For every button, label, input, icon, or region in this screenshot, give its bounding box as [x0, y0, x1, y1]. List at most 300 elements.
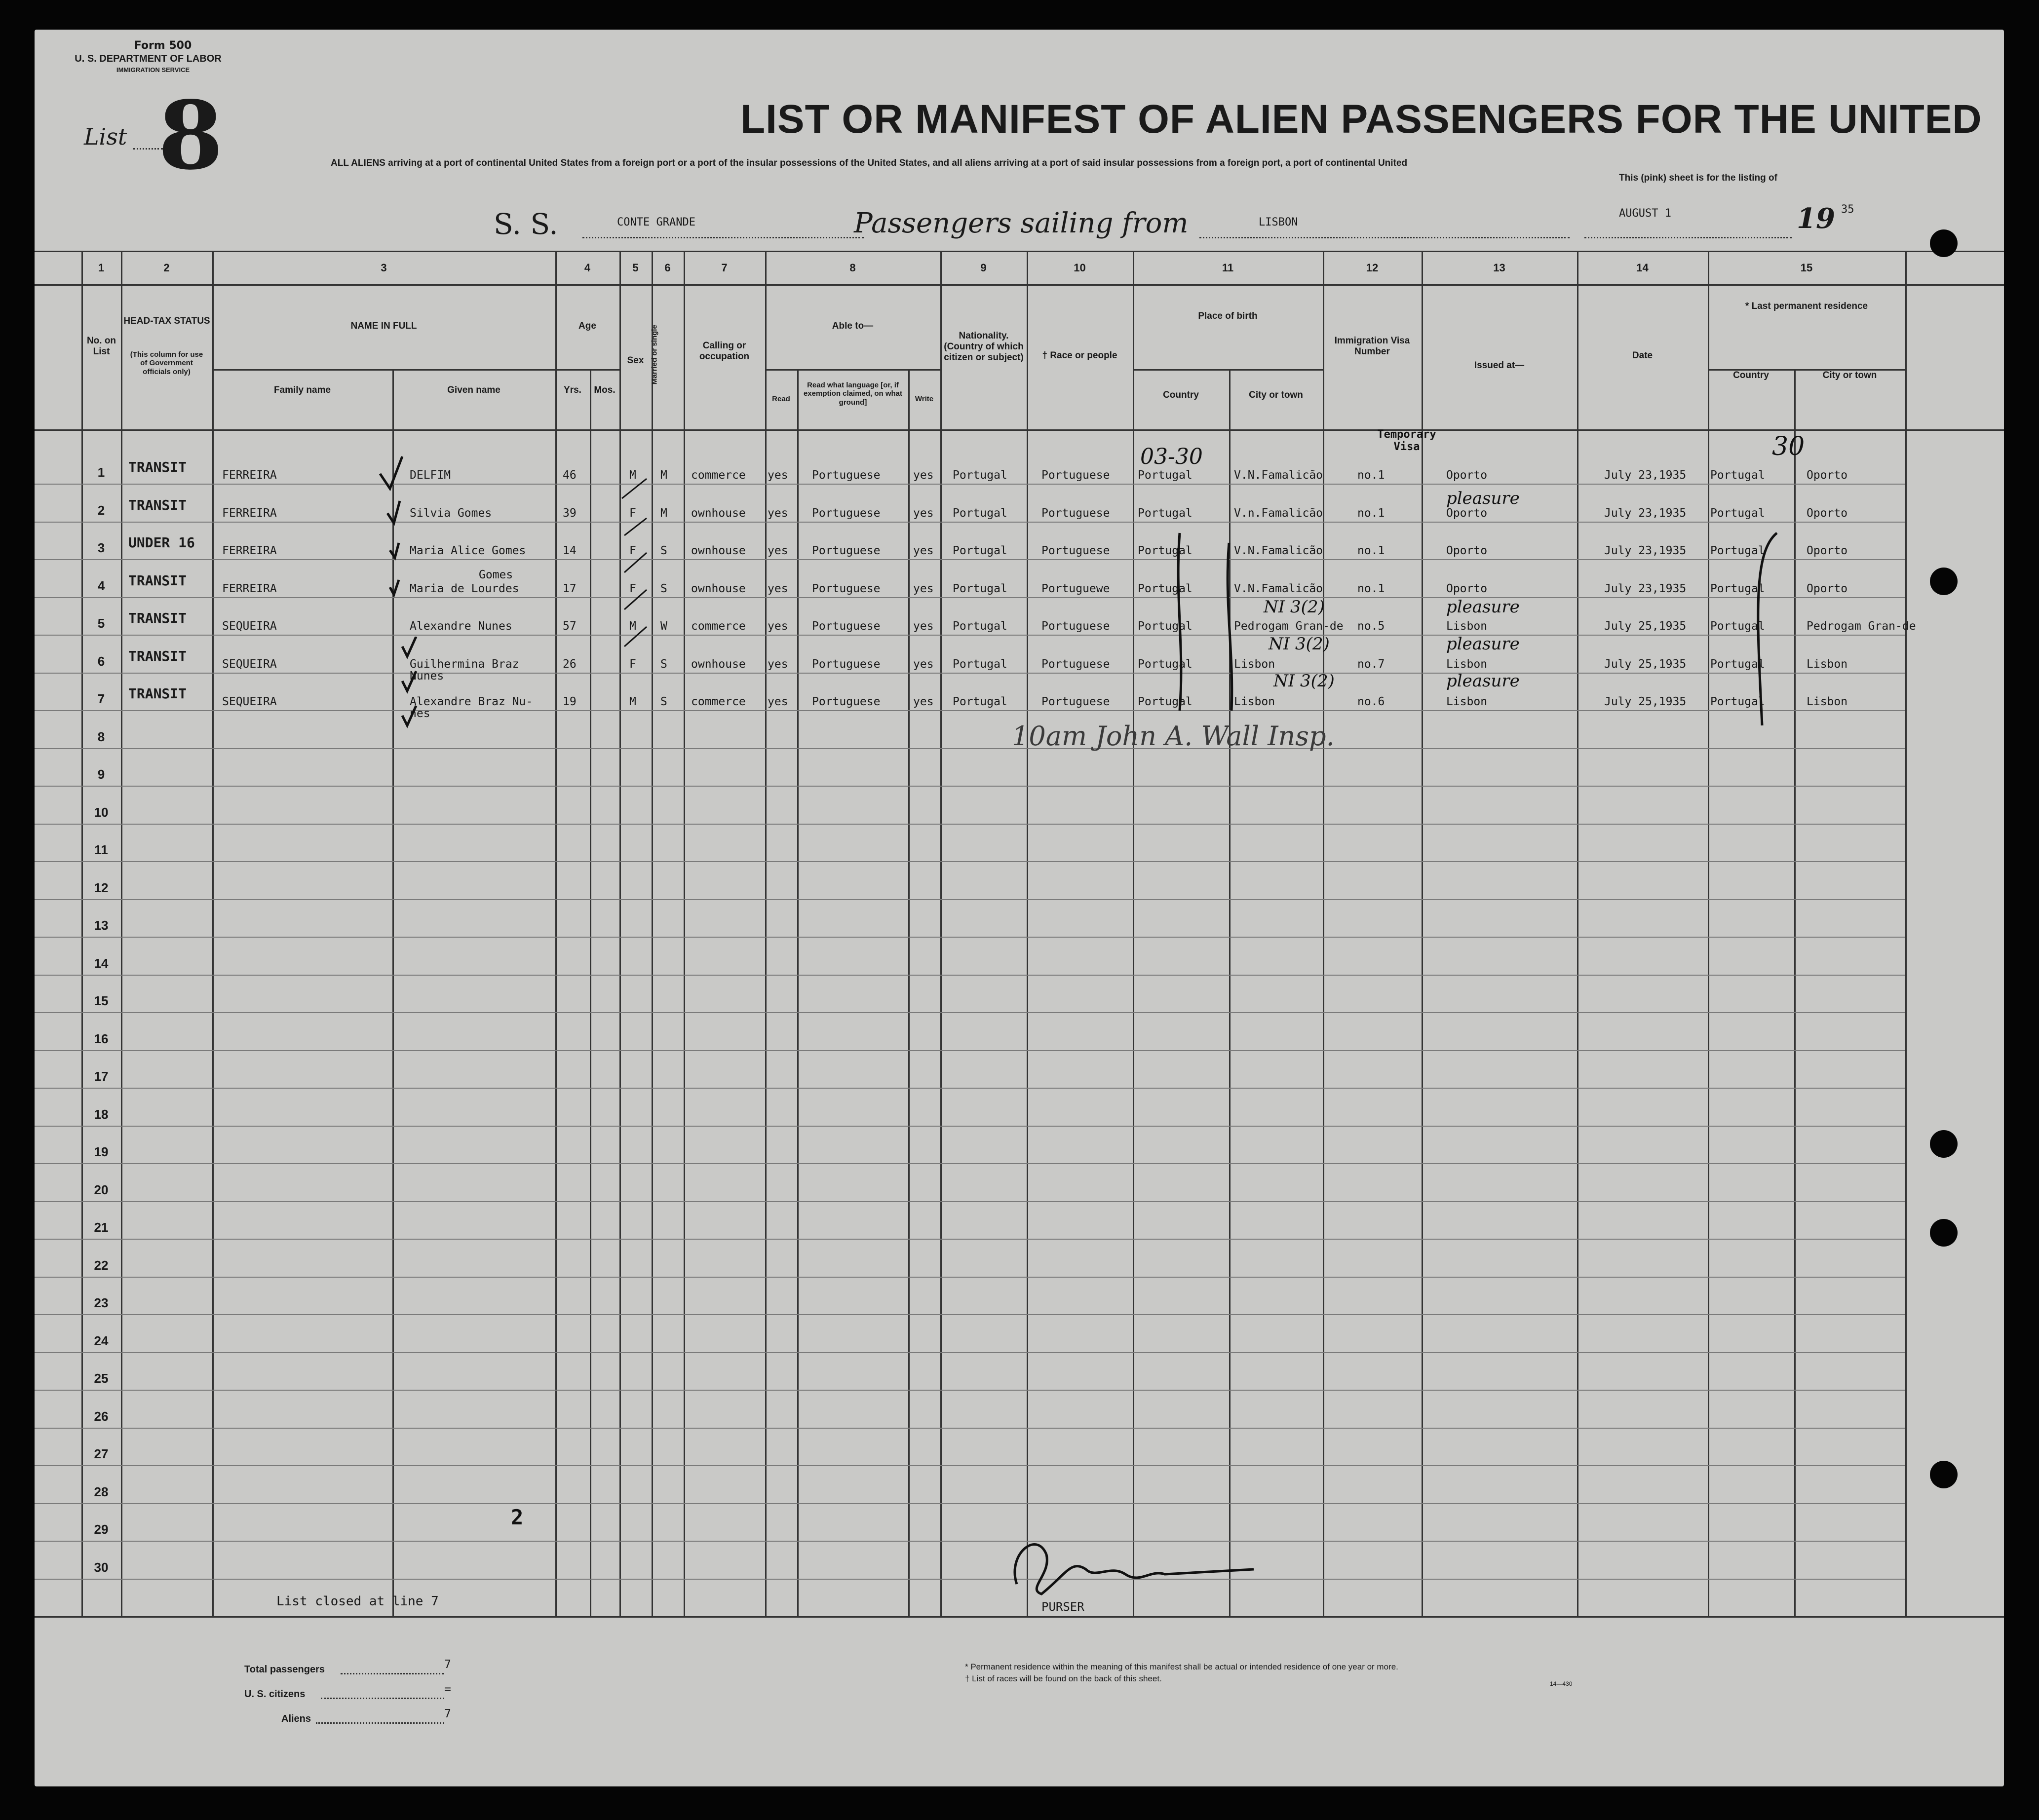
race-cell: Portuguewe	[1041, 582, 1110, 595]
age-years-header: Yrs.	[564, 385, 581, 395]
issued-at-cell: Lisbon	[1446, 620, 1488, 633]
race-cell: Portuguese	[1041, 544, 1110, 557]
residence-country-cell: Portugal	[1710, 620, 1765, 633]
row-rule	[35, 597, 1905, 598]
residence-country-cell: Portugal	[1710, 657, 1765, 671]
row-rule	[35, 484, 1905, 485]
race-cell: Portuguese	[1041, 469, 1110, 482]
marital-status-cell: S	[660, 695, 667, 708]
occupation-cell: ownhouse	[691, 657, 746, 671]
given-name-cell: DELFIM	[410, 469, 451, 482]
column-number: 6	[664, 262, 671, 274]
marital-status-cell: S	[660, 582, 667, 595]
residence-city-cell: Oporto	[1807, 582, 1848, 595]
ni-code-note: NI 3(2)	[1273, 671, 1335, 691]
row-number: 22	[94, 1257, 109, 1273]
row-number: 30	[94, 1559, 109, 1575]
race-footnote: † List of races will be found on the back of this sheet.	[965, 1674, 1162, 1683]
column-rule	[1027, 251, 1028, 1616]
row-rule	[35, 1050, 1905, 1051]
head-tax-cell: TRANSIT	[128, 459, 187, 475]
marital-status-cell: M	[660, 506, 667, 520]
total-passengers-label: Total passengers	[244, 1664, 325, 1675]
occupation-cell: commerce	[691, 620, 746, 633]
residence-city-cell: Lisbon	[1807, 657, 1848, 671]
binding-hole	[1930, 1461, 1958, 1488]
given-name-cell: Silvia Gomes	[410, 506, 492, 520]
birth-city-cell: Pedrogam Gran-de	[1234, 620, 1344, 633]
read-cell: yes	[768, 582, 788, 595]
nationality-cell: Portugal	[953, 695, 1007, 708]
head-tax-cell: TRANSIT	[128, 685, 187, 702]
name-in-full-header: NAME IN FULL	[350, 321, 417, 331]
marital-status-cell: S	[660, 544, 667, 557]
column-rule	[1577, 251, 1578, 1616]
language-cell: Portuguese	[812, 469, 881, 482]
row-number: 9	[97, 767, 105, 782]
issued-at-cell: Oporto	[1446, 506, 1488, 520]
residence-city-cell: Oporto	[1807, 469, 1848, 482]
row-rule	[35, 710, 1905, 711]
read-language-header: Read what language [or, if exemption claimed, on what ground]	[803, 381, 903, 407]
residence-city-cell: Lisbon	[1807, 695, 1848, 708]
given-name-cell: Alexandre Braz Nu-	[410, 695, 533, 708]
row-rule	[35, 1541, 1905, 1542]
row-number: 8	[97, 729, 105, 744]
family-name-cell: FERREIRA	[222, 582, 277, 595]
marital-status-cell: W	[660, 620, 667, 633]
family-name-cell: SEQUEIRA	[222, 657, 277, 671]
sailing-label: Passengers sailing from	[854, 207, 1189, 239]
row-rule	[35, 1012, 1905, 1013]
ni-code-note: NI 3(2)	[1269, 634, 1330, 654]
age-subheader-rule	[555, 369, 619, 371]
aliens-label: Aliens	[281, 1713, 311, 1724]
row-number: 21	[94, 1220, 109, 1235]
column-rule	[1905, 251, 1907, 1616]
occupation-header: Calling or occupation	[699, 341, 750, 362]
date-dotted-line	[1584, 237, 1792, 238]
birth-country-cell: Portugal	[1138, 544, 1193, 557]
row-rule	[35, 673, 1905, 674]
column-number: 2	[163, 262, 170, 274]
sex-cell: M	[629, 469, 636, 482]
tick-strokes	[617, 469, 666, 676]
language-cell: Portuguese	[812, 544, 881, 557]
residence-country-header: Country	[1733, 370, 1769, 380]
marital-status-header: Married or single	[650, 325, 659, 385]
binding-hole	[1930, 568, 1958, 595]
list-label: List	[84, 123, 127, 150]
aliens-dots	[316, 1722, 444, 1724]
issued-at-cell: Lisbon	[1446, 657, 1488, 671]
row-rule	[35, 1503, 1905, 1504]
head-tax-cell: UNDER 16	[128, 534, 195, 551]
row-number: 24	[94, 1333, 109, 1348]
total-passengers-dots	[341, 1673, 444, 1674]
residence-city-cell: Oporto	[1807, 544, 1848, 557]
purser-label: PURSER	[1041, 1600, 1084, 1614]
sex-cell: M	[629, 620, 636, 633]
given-name-header: Given name	[447, 385, 500, 395]
row-number: 23	[94, 1295, 109, 1310]
read-cell: yes	[768, 506, 788, 520]
occupation-cell: ownhouse	[691, 506, 746, 520]
residence-country-cell: Portugal	[1710, 506, 1765, 520]
marital-status-cell: M	[660, 469, 667, 482]
table-bottom-border	[35, 1616, 2004, 1618]
page-tally: 2	[511, 1505, 524, 1529]
write-cell: yes	[913, 695, 934, 708]
birth-city-cell: Lisbon	[1234, 657, 1275, 671]
place-of-birth-header: Place of birth	[1198, 311, 1258, 321]
given-name-cell: Maria de Lourdes	[410, 582, 519, 595]
row-rule	[35, 1088, 1905, 1089]
departure-port: LISBON	[1259, 216, 1298, 228]
no-on-list-header: No. on List	[86, 336, 116, 357]
row-rule	[35, 1163, 1905, 1164]
visa-number-cell: no.1	[1357, 582, 1385, 595]
birth-city-cell: Lisbon	[1234, 695, 1275, 708]
row-number: 2	[97, 502, 105, 518]
family-name-cell: SEQUEIRA	[222, 695, 277, 708]
column-number: 4	[584, 262, 591, 274]
given-name-continuation: nes	[410, 707, 430, 720]
nationality-header: Nationality. (Country of which citizen or subject)	[944, 331, 1024, 363]
visa-number-cell: no.5	[1357, 620, 1385, 633]
race-cell: Portuguese	[1041, 695, 1110, 708]
read-cell: yes	[768, 657, 788, 671]
us-citizens-dots	[321, 1698, 444, 1699]
birth-city-cell: V.n.Famalicão	[1234, 506, 1323, 520]
issued-at-cell: Oporto	[1446, 544, 1488, 557]
age-months-header: Mos.	[594, 385, 616, 395]
pen-strokes	[1747, 523, 1787, 730]
column-rule	[619, 251, 621, 1616]
given-name-continuation: Nunes	[410, 669, 444, 682]
aliens-value: 7	[444, 1707, 451, 1720]
column-number: 15	[1800, 262, 1813, 274]
ship-dotted-line	[582, 237, 864, 238]
visa-date-cell: July 25,1935	[1604, 695, 1687, 708]
visa-number-cell: no.1	[1357, 544, 1385, 557]
visa-date-cell: July 25,1935	[1604, 620, 1687, 633]
column-rule	[1422, 251, 1423, 1616]
row-number: 7	[97, 691, 105, 706]
age-cell: 57	[563, 620, 577, 633]
sex-cell: F	[629, 582, 636, 595]
pleasure-note: pleasure	[1446, 489, 1520, 508]
visa-number-cell: no.1	[1357, 469, 1385, 482]
family-name-header: Family name	[273, 385, 331, 395]
write-header: Write	[915, 395, 934, 403]
nationality-cell: Portugal	[953, 582, 1007, 595]
column-number: 1	[98, 262, 105, 274]
sex-cell: F	[629, 506, 636, 520]
column-rule	[1133, 251, 1134, 1616]
family-name-cell: FERREIRA	[222, 469, 277, 482]
row-number: 12	[94, 880, 109, 895]
visa-number-cell: no.1	[1357, 506, 1385, 520]
visa-date-cell: July 23,1935	[1604, 469, 1687, 482]
column-rule	[684, 251, 685, 1616]
visa-date-cell: July 23,1935	[1604, 582, 1687, 595]
year-suffix: 35	[1841, 203, 1854, 216]
inspector-signature: 10am John A. Wall Insp.	[1012, 720, 1335, 752]
language-cell: Portuguese	[812, 657, 881, 671]
row-rule	[35, 1126, 1905, 1127]
issued-at-cell: Oporto	[1446, 582, 1488, 595]
column-rule	[590, 369, 591, 1616]
age-cell: 46	[563, 469, 577, 482]
birth-country-cell: Portugal	[1138, 469, 1193, 482]
row-number: 18	[94, 1106, 109, 1122]
row-rule	[35, 1390, 1905, 1391]
row-number: 5	[97, 616, 105, 631]
column-number: 5	[632, 262, 639, 274]
column-rule	[652, 251, 653, 1616]
us-citizens-label: U. S. citizens	[244, 1689, 306, 1700]
family-name-cell: SEQUEIRA	[222, 620, 277, 633]
row-rule	[35, 786, 1905, 787]
column-rule	[121, 251, 122, 1616]
row-rule	[35, 937, 1905, 938]
language-cell: Portuguese	[812, 582, 881, 595]
birth-city-cell: V.N.Famalicão	[1234, 582, 1323, 595]
column-number: 3	[381, 262, 387, 274]
column-number: 13	[1493, 262, 1505, 274]
ship-label: S. S.	[494, 207, 558, 241]
ship-name: CONTE GRANDE	[617, 216, 695, 228]
pleasure-note: pleasure	[1446, 671, 1520, 691]
given-name-cell: Maria Alice Gomes	[410, 544, 526, 557]
age-cell: 17	[563, 582, 577, 595]
language-cell: Portuguese	[812, 506, 881, 520]
family-name-cell: FERREIRA	[222, 544, 277, 557]
row-number: 28	[94, 1484, 109, 1499]
ni-code-note: NI 3(2)	[1264, 597, 1325, 617]
visa-number-cell: no.7	[1357, 657, 1385, 671]
row-rule	[35, 635, 1905, 636]
residence-footnote: * Permanent residence within the meaning of this manifest shall be actual or intended residence of one year or more.	[965, 1662, 1398, 1671]
read-cell: yes	[768, 695, 788, 708]
visa-date-cell: July 25,1935	[1604, 657, 1687, 671]
row-number: 14	[94, 955, 109, 971]
able-to-header: Able to—	[832, 321, 874, 331]
visa-number-header: Immigration Visa Number	[1334, 336, 1410, 357]
given-name-continuation: Gomes	[479, 568, 513, 581]
birth-country-cell: Portugal	[1138, 695, 1193, 708]
row-number: 29	[94, 1522, 109, 1537]
row-rule	[35, 748, 1905, 749]
residence-city-cell: Pedrogam Gran-de	[1807, 620, 1916, 633]
row-rule	[35, 1579, 1905, 1580]
column-rule	[1323, 251, 1324, 1616]
head-tax-cell: TRANSIT	[128, 496, 187, 513]
write-cell: yes	[913, 620, 934, 633]
age-cell: 26	[563, 657, 577, 671]
column-rule	[1708, 251, 1709, 1616]
row-number: 16	[94, 1031, 109, 1046]
birth-country-cell: Portugal	[1138, 657, 1193, 671]
binding-hole	[1930, 229, 1958, 257]
head-tax-header: HEAD-TAX STATUS	[123, 316, 210, 326]
birth-city-cell: V.N.Famalicão	[1234, 469, 1323, 482]
write-cell: yes	[913, 544, 934, 557]
row-number: 10	[94, 804, 109, 820]
row-rule	[35, 975, 1905, 976]
birth-country-cell: Portugal	[1138, 620, 1193, 633]
row-number: 19	[94, 1144, 109, 1159]
visa-date-cell: July 23,1935	[1604, 544, 1687, 557]
list-closed-note: List closed at line 7	[276, 1594, 439, 1609]
residence-city-cell: Oporto	[1807, 506, 1848, 520]
birth-country-header: Country	[1163, 390, 1199, 400]
column-number: 12	[1366, 262, 1379, 274]
row-rule	[35, 824, 1905, 825]
nationality-cell: Portugal	[953, 544, 1007, 557]
row-rule	[35, 1239, 1905, 1240]
occupation-cell: ownhouse	[691, 582, 746, 595]
row-number: 1	[97, 465, 105, 480]
sex-cell: F	[629, 544, 636, 557]
race-cell: Portuguese	[1041, 620, 1110, 633]
nationality-cell: Portugal	[953, 506, 1007, 520]
birth-subheader-rule	[1133, 369, 1323, 371]
row-rule	[35, 861, 1905, 862]
column-rule	[908, 369, 910, 1616]
manifest-sheet	[35, 30, 2004, 1786]
issued-at-cell: Oporto	[1446, 469, 1488, 482]
column-rule	[765, 251, 767, 1616]
row-rule	[35, 522, 1905, 523]
departure-date: AUGUST 1	[1619, 207, 1671, 220]
binding-hole	[1930, 1130, 1958, 1158]
form-number: Form 500	[134, 39, 192, 52]
head-tax-cell: TRANSIT	[128, 647, 187, 664]
birth-country-cell: Portugal	[1138, 582, 1193, 595]
age-cell: 39	[563, 506, 577, 520]
visa-type-note: Temporary Visa	[1377, 428, 1436, 453]
column-rule	[212, 251, 214, 1616]
sex-cell: F	[629, 657, 636, 671]
age-header: Age	[578, 321, 596, 331]
row-number: 4	[97, 578, 105, 593]
row-number: 26	[94, 1408, 109, 1424]
row-number: 6	[97, 653, 105, 669]
pleasure-note: pleasure	[1446, 597, 1520, 617]
row-rule	[35, 1428, 1905, 1429]
language-cell: Portuguese	[812, 695, 881, 708]
visa-date-header: Date	[1632, 350, 1653, 361]
column-rule	[81, 251, 83, 1616]
last-residence-header: * Last permanent residence	[1745, 301, 1868, 311]
language-cell: Portuguese	[812, 620, 881, 633]
sheet-color-note: This (pink) sheet is for the listing of	[1619, 173, 1777, 183]
row-number: 27	[94, 1446, 109, 1461]
issued-at-header: Issued at—	[1474, 360, 1525, 371]
department-name: U. S. DEPARTMENT OF LABOR	[75, 53, 222, 64]
birth-city-cell: V.N.Famalicão	[1234, 544, 1323, 557]
column-rule	[940, 251, 942, 1616]
age-cell: 14	[563, 544, 577, 557]
write-cell: yes	[913, 469, 934, 482]
residence-country-cell: Portugal	[1710, 469, 1765, 482]
column-number: 11	[1222, 262, 1234, 274]
year-prefix: 19	[1797, 202, 1835, 235]
column-rule	[1794, 369, 1796, 1616]
residence-country-cell: Portugal	[1710, 544, 1765, 557]
row-rule	[35, 899, 1905, 900]
issued-at-cell: Lisbon	[1446, 695, 1488, 708]
birth-handwritten-mark: 03-30	[1140, 444, 1203, 469]
manifest-title: LIST OR MANIFEST OF ALIEN PASSENGERS FOR THE UNITED	[740, 97, 1982, 142]
binding-hole	[1930, 1219, 1958, 1247]
us-citizens-value: =	[444, 1683, 451, 1696]
port-dotted-line	[1199, 237, 1570, 238]
pleasure-note: pleasure	[1446, 634, 1520, 654]
able-subheader-rule	[765, 369, 940, 371]
nationality-cell: Portugal	[953, 469, 1007, 482]
head-tax-cell: TRANSIT	[128, 610, 187, 626]
row-rule	[35, 1314, 1905, 1315]
check-marks	[375, 454, 420, 632]
residence-handwritten-mark: 30	[1772, 432, 1805, 461]
nationality-cell: Portugal	[953, 657, 1007, 671]
row-rule	[35, 1465, 1905, 1466]
nationality-cell: Portugal	[953, 620, 1007, 633]
row-number: 3	[97, 540, 105, 555]
birth-city-header: City or town	[1249, 390, 1303, 400]
list-number: 8	[158, 80, 224, 190]
write-cell: yes	[913, 657, 934, 671]
row-number: 25	[94, 1371, 109, 1386]
occupation-cell: commerce	[691, 695, 746, 708]
column-number: 7	[721, 262, 728, 274]
residence-city-header: City or town	[1822, 370, 1877, 380]
column-number: 8	[849, 262, 856, 274]
row-number: 20	[94, 1182, 109, 1197]
manifest-subtitle: ALL ALIENS arriving at a port of continental United States from a foreign port or a port of the insular possessions of the United States, and all aliens arriving at a port of said insular possessions from a foreign port, a port of continental United	[331, 158, 1408, 168]
visa-number-cell: no.6	[1357, 695, 1385, 708]
name-subheader-rule	[212, 369, 555, 371]
pen-strokes	[1170, 523, 1269, 720]
service-name: IMMIGRATION SERVICE	[116, 66, 190, 74]
row-number: 13	[94, 918, 109, 933]
birth-country-cell: Portugal	[1138, 506, 1193, 520]
row-rule	[35, 1352, 1905, 1353]
column-number: 14	[1636, 262, 1649, 274]
column-rule	[797, 369, 799, 1616]
check-marks	[397, 637, 427, 745]
purser-signature	[997, 1525, 1273, 1609]
row-number: 11	[94, 842, 108, 857]
row-rule	[35, 1201, 1905, 1202]
write-cell: yes	[913, 506, 934, 520]
read-header: Read	[772, 395, 790, 403]
given-name-cell: Guilhermina Braz	[410, 657, 519, 671]
read-cell: yes	[768, 620, 788, 633]
occupation-cell: commerce	[691, 469, 746, 482]
race-cell: Portuguese	[1041, 506, 1110, 520]
head-tax-note: (This column for use of Government officials only)	[130, 350, 203, 376]
print-code: 14—430	[1550, 1680, 1573, 1687]
family-name-cell: FERREIRA	[222, 506, 277, 520]
race-cell: Portuguese	[1041, 657, 1110, 671]
head-tax-cell: TRANSIT	[128, 572, 187, 589]
row-number: 15	[94, 993, 109, 1008]
read-cell: yes	[768, 544, 788, 557]
